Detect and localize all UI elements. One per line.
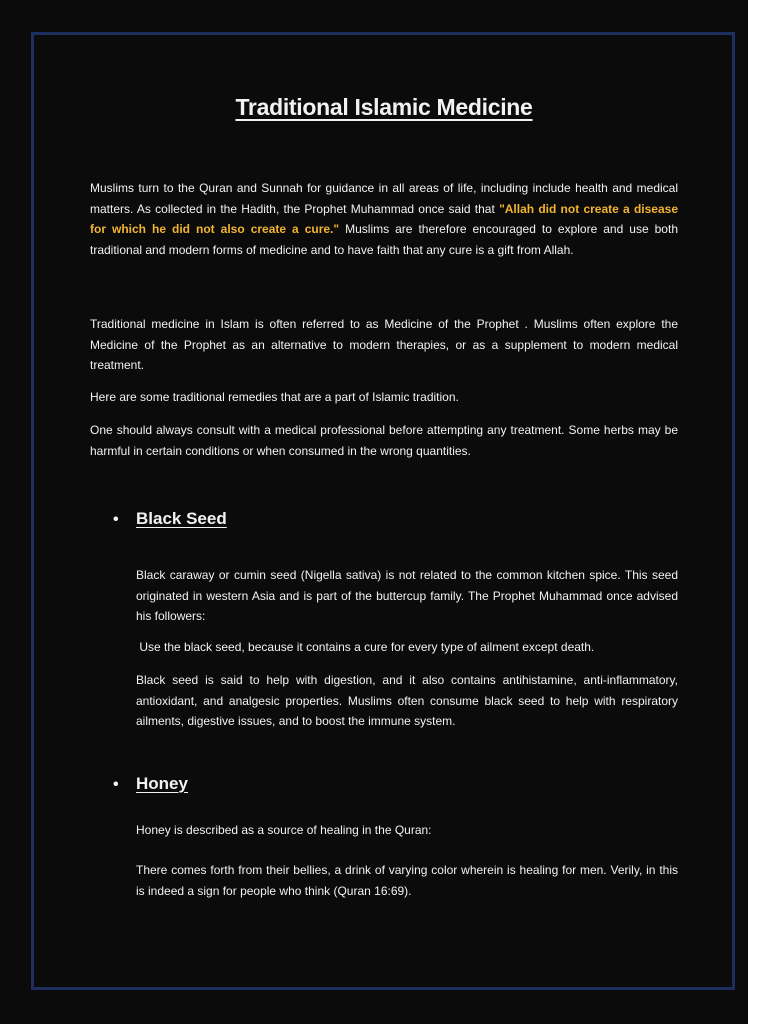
section-heading-honey bbox=[113, 774, 188, 794]
black-seed-description: Black caraway or cumin seed (Nigella sativa) is not related to the common kitchen spice. This seed originated in western Asia and is part of the buttercup family. The Prophet Muhammad once advised his followers: bbox=[136, 568, 678, 623]
consult-professional-paragraph: One should always consult with a medical professional before attempting any treatment. Some herbs may be harmful in certain conditions or when consumed in the wrong quantities. bbox=[90, 423, 678, 458]
intro-text-start: Muslims turn to the Quran and Sunnah for guidance in all areas of life, including include health and medical matters. As collected in the Hadith, the Prophet Muhammad once said that bbox=[90, 181, 678, 216]
hadith-quote: "Allah did not create a disease for which he did not also create a cure." bbox=[90, 201, 678, 236]
section-heading-text: Honey bbox=[136, 774, 188, 793]
intro-text-end: Muslims are therefore encouraged to explore and use both traditional and modern forms of medicine and to have faith that any cure is a gift from Allah. bbox=[90, 222, 678, 257]
remedies-intro-paragraph: Here are some traditional remedies that are a part of Islamic tradition. bbox=[90, 390, 459, 404]
intro-paragraph bbox=[90, 178, 678, 260]
black-seed-benefits: Black seed is said to help with digestion, and it also contains antihistamine, anti-inflammatory, antioxidant, and analgesic properties. Muslims often consume black seed to help with respiratory ailments, digestive issues, and to boost the immune system. bbox=[136, 673, 678, 728]
medicine-of-prophet-paragraph: Traditional medicine in Islam is often referred to as Medicine of the Prophet . Muslims often explore the Medicine of the Prophet as an alternative to modern therapies, or as a supplement to modern medical treatment. bbox=[90, 317, 678, 372]
section-heading-text: Black Seed bbox=[136, 509, 227, 528]
bullet-icon: • bbox=[113, 776, 119, 793]
bullet-icon: • bbox=[113, 511, 119, 528]
honey-quran-verse: There comes forth from their bellies, a drink of varying color wherein is healing for men. Verily, in this is indeed a sign for people who think (Quran 16:69). bbox=[136, 863, 678, 898]
document-title: Traditional Islamic Medicine bbox=[235, 94, 533, 120]
section-heading-black-seed bbox=[113, 509, 227, 529]
black-seed-hadith: Use the black seed, because it contains a cure for every type of ailment except death. bbox=[136, 640, 595, 654]
honey-description: Honey is described as a source of healing in the Quran: bbox=[136, 823, 432, 837]
